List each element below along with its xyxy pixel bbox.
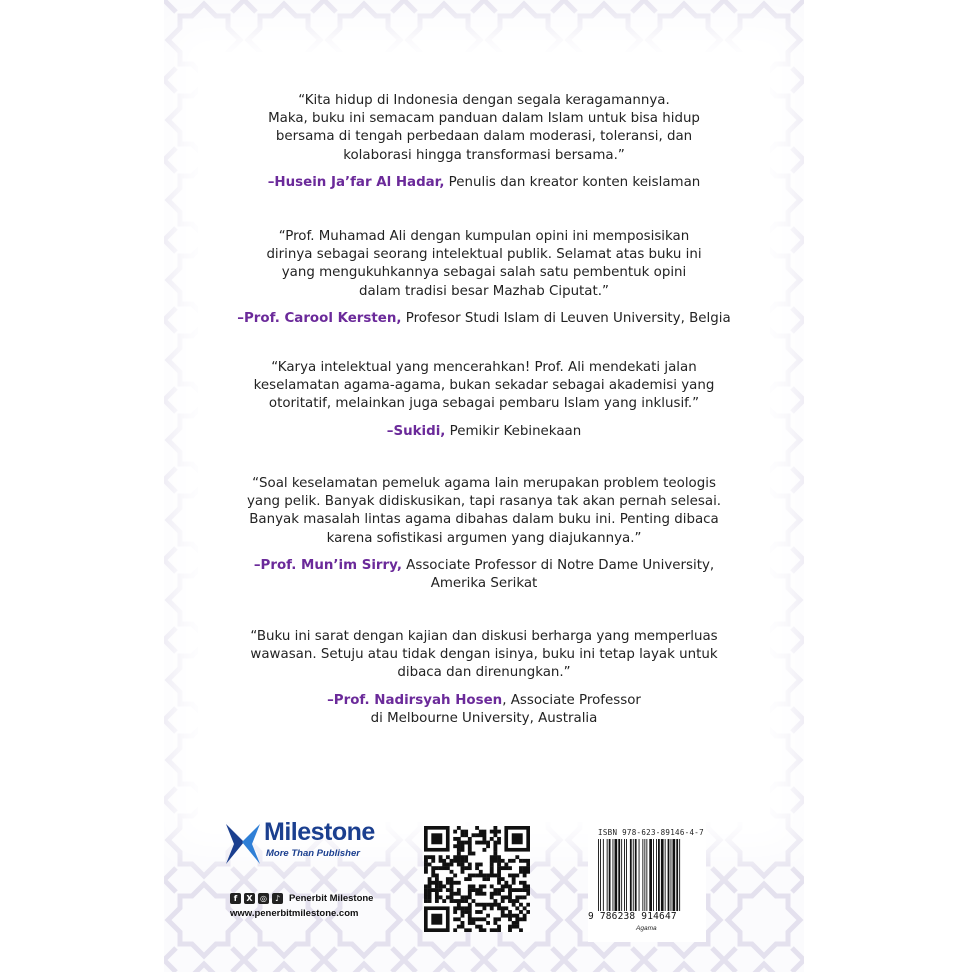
endorser-name: –Husein Ja’far Al Hadar, <box>267 174 445 190</box>
endorsement-attribution <box>164 692 804 728</box>
isbn-label: ISBN 978-623-89146-4-7 <box>598 828 704 837</box>
endorsement-1 <box>164 92 804 192</box>
isbn-barcode <box>588 822 706 942</box>
endorsement-5 <box>164 628 804 728</box>
endorser-name: –Prof. Carool Kersten, <box>237 310 402 326</box>
endorsement-quote: “Soal keselamatan pemeluk agama lain merupakan problem teologis yang pelik. Banyak didiskusikan, tapi rasanya tak akan pernah selesai. Banyak masalah lintas agama dibahas dalam buku ini. Penting dibaca karena sofistikasi argumen yang diajukannya.” <box>246 476 722 546</box>
endorser-role: Pemikir Kebinekaan <box>445 423 582 439</box>
facebook-icon: f <box>230 893 241 904</box>
endorser-role: Profesor Studi Islam di Leuven University, Belgia <box>401 310 731 326</box>
endorser-name: –Prof. Mun’im Sirry, <box>253 557 402 573</box>
publisher-tagline: More Than Publisher <box>266 848 360 859</box>
endorsement-quote: “Karya intelektual yang mencerahkan! Prof. Ali mendekati jalan keselamatan agama-agama, bukan sekadar sebagai akademisi yang otoritatif, melainkan juga sebagai pembaru Islam yang inklusif.” <box>253 360 715 412</box>
endorsement-quote: “Prof. Muhamad Ali dengan kumpulan opini ini memposisikan dirinya sebagai seorang intelektual publik. Selamat atas buku ini yang mengukuhkannya sebagai salah satu pembentuk opini dalam tradisi besar Mazhab Ciputat.” <box>266 229 702 299</box>
milestone-logo-icon <box>224 822 262 866</box>
endorsement-attribution <box>164 310 804 328</box>
back-cover <box>164 0 804 972</box>
endorsement-attribution <box>164 557 804 593</box>
publisher-block <box>224 818 424 928</box>
endorsement-4 <box>164 475 804 593</box>
endorsement-quote: “Buku ini sarat dengan kajian dan diskusi berharga yang memperluas wawasan. Setuju atau tidak dengan isinya, buku ini tetap layak untuk dibaca dan direnungkan.” <box>250 629 718 681</box>
qr-code <box>424 826 530 932</box>
tiktok-icon: ♪ <box>272 893 283 904</box>
endorsement-attribution <box>164 174 804 192</box>
publisher-logo-name: Milestone <box>264 818 375 846</box>
x-icon: X <box>244 893 255 904</box>
endorser-role: Penulis dan kreator konten keislaman <box>444 174 701 190</box>
social-handle: Penerbit Milestone <box>289 892 374 904</box>
social-row <box>230 891 373 905</box>
endorser-name: –Prof. Nadirsyah Hosen <box>327 692 503 708</box>
endorser-name: –Sukidi, <box>386 423 446 439</box>
endorsement-3 <box>164 359 804 441</box>
endorser-role: , Associate Professor di Melbourne University, Australia <box>370 692 641 726</box>
endorsement-quote: “Kita hidup di Indonesia dengan segala keragamannya. Maka, buku ini semacam panduan dalam Islam untuk bisa hidup bersama di tengah perbedaan dalam moderasi, toleransi, dan kolaborasi hingga transformasi bersama.” <box>268 93 700 163</box>
book-category: Agama <box>636 925 657 932</box>
endorser-role: Associate Professor di Notre Dame University, Amerika Serikat <box>406 557 715 592</box>
isbn-digits: 9 786238 914647 <box>588 911 677 922</box>
qr-code-graphic <box>424 826 530 932</box>
endorsement-2 <box>164 228 804 328</box>
instagram-icon: ◎ <box>258 893 269 904</box>
publisher-website: www.penerbitmilestone.com <box>230 908 359 919</box>
barcode-bars <box>598 839 698 911</box>
endorsement-attribution <box>164 423 804 441</box>
